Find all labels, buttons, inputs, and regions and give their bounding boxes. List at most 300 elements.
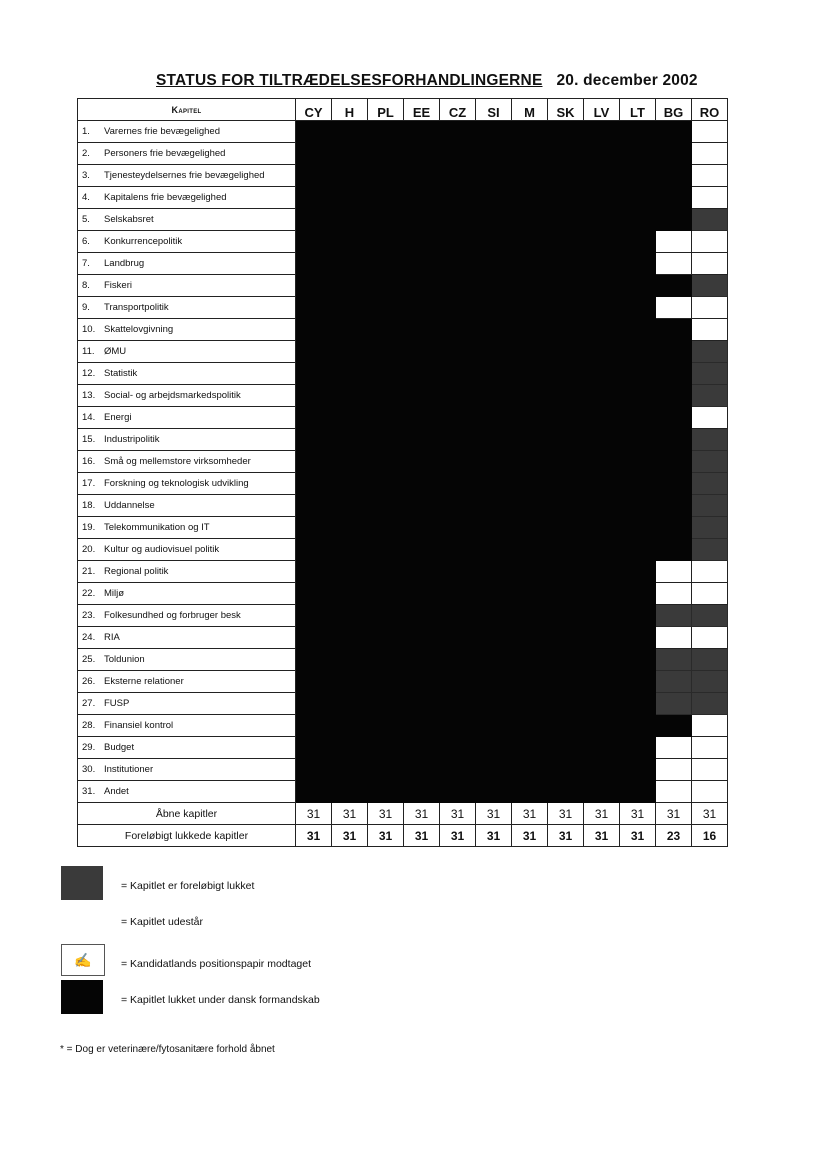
status-cell-closed bbox=[332, 539, 368, 561]
chapter-row bbox=[78, 407, 728, 429]
status-cell-prelim bbox=[692, 341, 728, 363]
status-cell-closed bbox=[404, 385, 440, 407]
summary-value: 31 bbox=[368, 803, 404, 825]
status-cell-closed bbox=[512, 583, 548, 605]
status-cell-pending bbox=[692, 407, 728, 429]
status-cell-closed bbox=[548, 319, 584, 341]
status-cell-closed bbox=[584, 165, 620, 187]
status-cell-closed bbox=[296, 737, 332, 759]
status-cell-closed bbox=[584, 341, 620, 363]
status-cell-closed bbox=[296, 143, 332, 165]
status-cell-closed bbox=[332, 297, 368, 319]
chapter-label bbox=[78, 627, 296, 649]
status-cell-closed bbox=[548, 407, 584, 429]
status-cell-closed bbox=[440, 209, 476, 231]
status-cell-closed bbox=[548, 385, 584, 407]
chapter-name: Energi bbox=[104, 412, 132, 423]
chapter-number: 9. bbox=[82, 302, 90, 313]
status-cell-closed bbox=[368, 517, 404, 539]
status-cell-closed bbox=[440, 715, 476, 737]
status-cell-closed bbox=[332, 693, 368, 715]
status-cell-closed bbox=[656, 275, 692, 297]
chapter-label bbox=[78, 517, 296, 539]
status-cell-closed bbox=[332, 495, 368, 517]
status-cell-closed bbox=[584, 143, 620, 165]
chapter-name: RIA bbox=[104, 632, 120, 643]
status-cell-closed bbox=[656, 715, 692, 737]
status-cell-closed bbox=[620, 165, 656, 187]
status-cell-closed bbox=[296, 781, 332, 803]
status-cell-pending bbox=[692, 143, 728, 165]
status-cell-closed bbox=[404, 759, 440, 781]
closed-chapters-row bbox=[78, 825, 728, 847]
chapter-label bbox=[78, 495, 296, 517]
status-cell-closed bbox=[368, 627, 404, 649]
chapter-label bbox=[78, 143, 296, 165]
chapter-number: 17. bbox=[82, 478, 96, 489]
status-cell-closed bbox=[368, 561, 404, 583]
country-header: CZ bbox=[440, 99, 476, 121]
status-cell-closed bbox=[296, 319, 332, 341]
chapter-label bbox=[78, 121, 296, 143]
status-cell-closed bbox=[368, 407, 404, 429]
chapter-name: Andet bbox=[104, 786, 129, 797]
summary-value: 31 bbox=[296, 825, 332, 847]
status-cell-closed bbox=[476, 539, 512, 561]
status-cell-closed bbox=[368, 385, 404, 407]
status-cell-closed bbox=[476, 165, 512, 187]
status-cell-closed bbox=[296, 451, 332, 473]
status-cell-closed bbox=[404, 605, 440, 627]
chapter-number: 4. bbox=[82, 192, 90, 203]
chapter-rows bbox=[78, 121, 728, 803]
chapter-number: 14. bbox=[82, 412, 96, 423]
chapter-row bbox=[78, 231, 728, 253]
status-cell-pending bbox=[692, 187, 728, 209]
status-cell-closed bbox=[332, 407, 368, 429]
paper-hand-icon: ✍ bbox=[74, 952, 92, 968]
status-cell-closed bbox=[476, 671, 512, 693]
status-cell-closed bbox=[548, 649, 584, 671]
status-cell-closed bbox=[368, 187, 404, 209]
status-cell-closed bbox=[656, 539, 692, 561]
status-cell-closed bbox=[512, 539, 548, 561]
status-cell-closed bbox=[404, 187, 440, 209]
status-cell-closed bbox=[584, 561, 620, 583]
summary-value: 23 bbox=[656, 825, 692, 847]
chapter-row bbox=[78, 495, 728, 517]
status-cell-closed bbox=[404, 253, 440, 275]
status-cell-closed bbox=[512, 649, 548, 671]
status-cell-closed bbox=[332, 583, 368, 605]
status-cell-closed bbox=[548, 561, 584, 583]
chapter-row bbox=[78, 759, 728, 781]
status-cell-closed bbox=[656, 385, 692, 407]
country-header: H bbox=[332, 99, 368, 121]
status-cell-prelim bbox=[692, 671, 728, 693]
status-cell-closed bbox=[656, 429, 692, 451]
status-cell-closed bbox=[548, 627, 584, 649]
summary-value: 31 bbox=[440, 825, 476, 847]
country-header: RO bbox=[692, 99, 728, 121]
status-cell-closed bbox=[620, 209, 656, 231]
status-cell-closed bbox=[440, 143, 476, 165]
status-cell-closed bbox=[548, 275, 584, 297]
summary-value: 31 bbox=[296, 803, 332, 825]
status-cell-closed bbox=[404, 473, 440, 495]
status-cell-closed bbox=[368, 495, 404, 517]
chapter-row bbox=[78, 385, 728, 407]
status-cell-closed bbox=[440, 275, 476, 297]
status-cell-closed bbox=[332, 649, 368, 671]
status-cell-closed bbox=[656, 517, 692, 539]
status-cell-closed bbox=[584, 517, 620, 539]
status-cell-closed bbox=[332, 737, 368, 759]
legend-label: = Kandidatlands positionspapir modtaget bbox=[121, 958, 312, 970]
title-text: STATUS FOR TILTRÆDELSESFORHANDLINGERNE bbox=[156, 72, 543, 89]
chapter-number: 5. bbox=[82, 214, 90, 225]
status-cell-prelim bbox=[692, 363, 728, 385]
status-cell-closed bbox=[620, 385, 656, 407]
chapter-name: Varernes frie bevægelighed bbox=[104, 126, 221, 137]
status-cell-pending bbox=[656, 759, 692, 781]
chapter-row bbox=[78, 539, 728, 561]
status-cell-closed bbox=[620, 737, 656, 759]
status-cell-closed bbox=[476, 231, 512, 253]
status-cell-closed bbox=[620, 187, 656, 209]
status-cell-closed bbox=[512, 561, 548, 583]
status-table bbox=[77, 98, 728, 847]
status-cell-closed bbox=[296, 473, 332, 495]
status-cell-closed bbox=[368, 209, 404, 231]
status-cell-closed bbox=[404, 363, 440, 385]
chapter-label bbox=[78, 363, 296, 385]
chapter-row bbox=[78, 187, 728, 209]
status-cell-closed bbox=[548, 539, 584, 561]
status-cell-closed bbox=[440, 583, 476, 605]
status-cell-closed bbox=[404, 407, 440, 429]
status-cell-closed bbox=[368, 715, 404, 737]
summary-value: 31 bbox=[548, 803, 584, 825]
header-row bbox=[78, 99, 728, 121]
status-cell-closed bbox=[404, 561, 440, 583]
chapter-name: Uddannelse bbox=[104, 500, 155, 511]
status-cell-prelim bbox=[656, 649, 692, 671]
status-cell-closed bbox=[296, 759, 332, 781]
chapter-number: 7. bbox=[82, 258, 90, 269]
status-cell-closed bbox=[620, 231, 656, 253]
status-cell-closed bbox=[584, 407, 620, 429]
status-cell-closed bbox=[656, 495, 692, 517]
chapter-row bbox=[78, 341, 728, 363]
status-cell-closed bbox=[620, 539, 656, 561]
status-cell-closed bbox=[368, 737, 404, 759]
status-cell-closed bbox=[368, 121, 404, 143]
status-cell-prelim bbox=[692, 451, 728, 473]
status-cell-closed bbox=[404, 715, 440, 737]
status-cell-closed bbox=[440, 341, 476, 363]
chapter-row bbox=[78, 363, 728, 385]
status-cell-closed bbox=[332, 253, 368, 275]
status-cell-closed bbox=[440, 539, 476, 561]
status-cell-closed bbox=[584, 209, 620, 231]
status-cell-closed bbox=[512, 407, 548, 429]
status-cell-closed bbox=[620, 253, 656, 275]
status-cell-closed bbox=[296, 583, 332, 605]
chapter-name: Transportpolitik bbox=[104, 302, 169, 313]
status-cell-closed bbox=[620, 429, 656, 451]
status-cell-closed bbox=[440, 627, 476, 649]
status-cell-closed bbox=[548, 143, 584, 165]
chapter-row bbox=[78, 561, 728, 583]
chapter-row bbox=[78, 583, 728, 605]
status-cell-closed bbox=[512, 187, 548, 209]
chapter-number: 1. bbox=[82, 126, 90, 137]
status-cell-closed bbox=[512, 737, 548, 759]
status-cell-closed bbox=[476, 253, 512, 275]
chapter-name: Eksterne relationer bbox=[104, 676, 184, 687]
country-header: BG bbox=[656, 99, 692, 121]
status-cell-closed bbox=[368, 451, 404, 473]
status-cell-closed bbox=[332, 319, 368, 341]
status-cell-closed bbox=[296, 561, 332, 583]
status-cell-closed bbox=[296, 715, 332, 737]
status-cell-closed bbox=[656, 319, 692, 341]
status-cell-closed bbox=[476, 341, 512, 363]
status-cell-closed bbox=[656, 209, 692, 231]
status-cell-closed bbox=[584, 187, 620, 209]
chapter-name: Forskning og teknologisk udvikling bbox=[104, 478, 249, 489]
status-cell-closed bbox=[512, 385, 548, 407]
chapter-number: 28. bbox=[82, 720, 96, 731]
status-cell-closed bbox=[368, 275, 404, 297]
status-cell-closed bbox=[584, 385, 620, 407]
status-cell-pending bbox=[692, 297, 728, 319]
status-cell-closed bbox=[368, 319, 404, 341]
status-cell-pending bbox=[692, 759, 728, 781]
status-cell-closed bbox=[332, 671, 368, 693]
status-cell-closed bbox=[404, 231, 440, 253]
status-cell-closed bbox=[296, 187, 332, 209]
chapter-row bbox=[78, 693, 728, 715]
status-cell-closed bbox=[296, 649, 332, 671]
footnote: * = Dog er veterinære/fytosanitære forhold åbnet bbox=[60, 1044, 275, 1055]
status-cell-closed bbox=[296, 605, 332, 627]
status-cell-closed bbox=[620, 649, 656, 671]
status-cell-closed bbox=[548, 693, 584, 715]
status-cell-prelim bbox=[692, 517, 728, 539]
status-cell-pending bbox=[692, 583, 728, 605]
status-cell-closed bbox=[512, 495, 548, 517]
status-cell-closed bbox=[548, 121, 584, 143]
status-cell-closed bbox=[404, 539, 440, 561]
status-cell-closed bbox=[296, 165, 332, 187]
legend-swatch-closed bbox=[61, 980, 103, 1014]
summary-value: 31 bbox=[656, 803, 692, 825]
chapter-name: Fiskeri bbox=[104, 280, 132, 291]
chapter-label bbox=[78, 693, 296, 715]
chapter-number: 19. bbox=[82, 522, 96, 533]
status-cell-closed bbox=[368, 165, 404, 187]
status-cell-closed bbox=[476, 121, 512, 143]
status-cell-closed bbox=[476, 473, 512, 495]
chapter-row bbox=[78, 649, 728, 671]
status-cell-closed bbox=[512, 209, 548, 231]
status-cell-closed bbox=[404, 517, 440, 539]
status-cell-closed bbox=[440, 165, 476, 187]
status-cell-closed bbox=[404, 275, 440, 297]
chapter-label bbox=[78, 253, 296, 275]
status-cell-closed bbox=[332, 715, 368, 737]
status-cell-closed bbox=[584, 451, 620, 473]
status-cell-closed bbox=[368, 605, 404, 627]
chapter-number: 21. bbox=[82, 566, 96, 577]
status-cell-closed bbox=[476, 583, 512, 605]
status-cell-closed bbox=[476, 275, 512, 297]
status-cell-prelim bbox=[656, 605, 692, 627]
chapter-row bbox=[78, 715, 728, 737]
status-cell-closed bbox=[548, 451, 584, 473]
chapter-label bbox=[78, 737, 296, 759]
chapter-name: Selskabsret bbox=[104, 214, 154, 225]
status-cell-closed bbox=[332, 473, 368, 495]
status-cell-closed bbox=[548, 781, 584, 803]
status-cell-closed bbox=[512, 781, 548, 803]
status-cell-prelim bbox=[692, 649, 728, 671]
chapter-number: 10. bbox=[82, 324, 96, 335]
status-cell-closed bbox=[476, 693, 512, 715]
status-cell-closed bbox=[440, 495, 476, 517]
chapter-row bbox=[78, 605, 728, 627]
status-cell-pending bbox=[692, 781, 728, 803]
status-cell-closed bbox=[440, 319, 476, 341]
status-cell-closed bbox=[548, 737, 584, 759]
status-cell-prelim bbox=[692, 693, 728, 715]
status-cell-closed bbox=[584, 715, 620, 737]
status-cell-prelim bbox=[692, 495, 728, 517]
summary-value: 31 bbox=[476, 825, 512, 847]
status-cell-closed bbox=[368, 253, 404, 275]
chapter-row bbox=[78, 253, 728, 275]
status-cell-closed bbox=[476, 517, 512, 539]
summary-value: 31 bbox=[584, 825, 620, 847]
status-cell-closed bbox=[512, 605, 548, 627]
status-cell-closed bbox=[620, 363, 656, 385]
status-cell-closed bbox=[512, 429, 548, 451]
status-cell-closed bbox=[440, 473, 476, 495]
status-cell-closed bbox=[476, 715, 512, 737]
status-cell-closed bbox=[332, 627, 368, 649]
chapter-number: 13. bbox=[82, 390, 96, 401]
chapter-name: Telekommunikation og IT bbox=[104, 522, 210, 533]
chapter-label bbox=[78, 759, 296, 781]
status-cell-closed bbox=[512, 627, 548, 649]
chapter-number: 31. bbox=[82, 786, 96, 797]
status-cell-closed bbox=[584, 319, 620, 341]
status-cell-pending bbox=[692, 737, 728, 759]
summary-value: 31 bbox=[584, 803, 620, 825]
status-cell-closed bbox=[476, 187, 512, 209]
status-cell-closed bbox=[512, 363, 548, 385]
status-cell-closed bbox=[332, 231, 368, 253]
status-cell-closed bbox=[548, 495, 584, 517]
status-cell-closed bbox=[440, 121, 476, 143]
status-cell-closed bbox=[584, 297, 620, 319]
chapter-label bbox=[78, 297, 296, 319]
chapter-name: Social- og arbejdsmarkedspolitik bbox=[104, 390, 241, 401]
status-cell-closed bbox=[620, 605, 656, 627]
chapter-label bbox=[78, 209, 296, 231]
status-cell-prelim bbox=[656, 693, 692, 715]
status-cell-closed bbox=[620, 671, 656, 693]
status-cell-closed bbox=[296, 253, 332, 275]
chapter-name: Industripolitik bbox=[104, 434, 160, 445]
status-cell-closed bbox=[584, 539, 620, 561]
status-cell-closed bbox=[512, 121, 548, 143]
status-cell-closed bbox=[512, 319, 548, 341]
title-date: 20. december 2002 bbox=[556, 72, 698, 89]
status-cell-closed bbox=[476, 363, 512, 385]
status-cell-closed bbox=[440, 451, 476, 473]
status-cell-closed bbox=[620, 759, 656, 781]
status-cell-closed bbox=[620, 121, 656, 143]
chapter-number: 8. bbox=[82, 280, 90, 291]
summary-value: 31 bbox=[404, 803, 440, 825]
status-cell-closed bbox=[296, 407, 332, 429]
summary-value: 31 bbox=[692, 803, 728, 825]
chapter-name: Statistik bbox=[104, 368, 138, 379]
status-cell-closed bbox=[512, 759, 548, 781]
status-cell-closed bbox=[512, 341, 548, 363]
chapter-name: Skattelovgivning bbox=[104, 324, 174, 335]
chapter-name: Miljø bbox=[104, 588, 125, 599]
chapter-label bbox=[78, 407, 296, 429]
status-cell-closed bbox=[512, 715, 548, 737]
status-cell-closed bbox=[548, 253, 584, 275]
status-cell-closed bbox=[440, 407, 476, 429]
chapter-column-header: Kapitel bbox=[78, 99, 296, 121]
status-cell-prelim bbox=[692, 605, 728, 627]
chapter-name: ØMU bbox=[104, 346, 127, 357]
status-cell-closed bbox=[656, 473, 692, 495]
status-cell-closed bbox=[296, 671, 332, 693]
chapter-name: Budget bbox=[104, 742, 135, 753]
chapter-label bbox=[78, 781, 296, 803]
summary-value: 31 bbox=[620, 825, 656, 847]
status-cell-closed bbox=[332, 165, 368, 187]
status-cell-closed bbox=[296, 627, 332, 649]
status-cell-closed bbox=[548, 209, 584, 231]
chapter-number: 22. bbox=[82, 588, 96, 599]
status-cell-closed bbox=[584, 759, 620, 781]
status-cell-closed bbox=[548, 517, 584, 539]
status-cell-closed bbox=[620, 627, 656, 649]
status-cell-closed bbox=[440, 363, 476, 385]
chapter-row bbox=[78, 737, 728, 759]
status-cell-closed bbox=[620, 715, 656, 737]
chapter-number: 11. bbox=[82, 346, 95, 357]
status-cell-closed bbox=[620, 319, 656, 341]
status-cell-closed bbox=[476, 209, 512, 231]
status-cell-closed bbox=[296, 209, 332, 231]
status-cell-closed bbox=[548, 429, 584, 451]
status-cell-prelim bbox=[656, 671, 692, 693]
chapter-label bbox=[78, 429, 296, 451]
country-header: LV bbox=[584, 99, 620, 121]
status-cell-closed bbox=[512, 693, 548, 715]
status-cell-closed bbox=[296, 385, 332, 407]
status-cell-closed bbox=[584, 627, 620, 649]
